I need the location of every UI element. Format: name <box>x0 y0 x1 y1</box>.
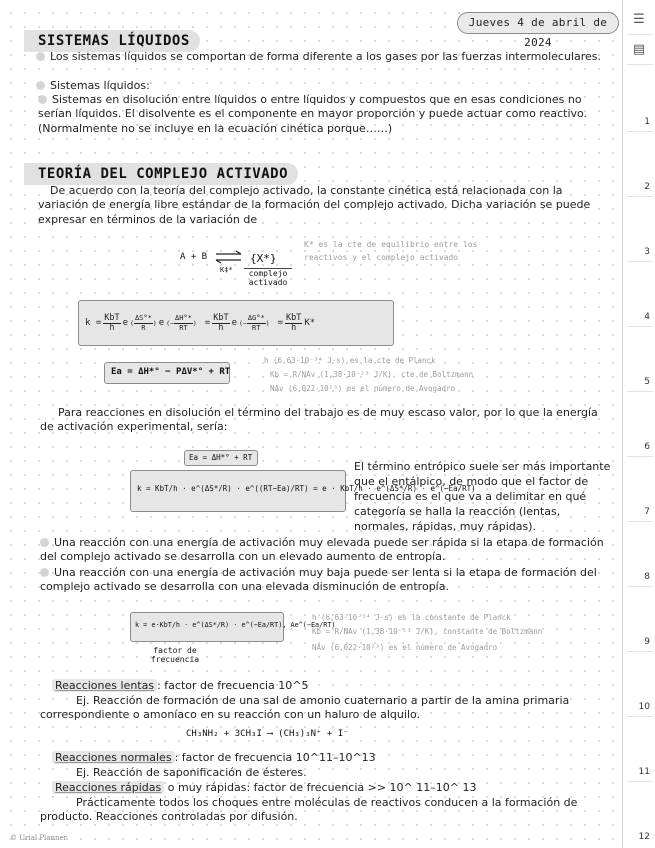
bullet-low-energy: Una reacción con una energía de activación muy baja puede ser lenta si la etapa de formación del complejo activado se desarrolla con una elevada disminución de entropía. <box>40 566 597 594</box>
tab-page-8[interactable]: 8 <box>644 572 650 582</box>
bullet-icon <box>40 568 49 577</box>
page-tab-strip <box>622 0 655 848</box>
tab-page-5[interactable]: 5 <box>644 377 650 387</box>
paragraph-label: Sistemas líquidos: <box>36 79 606 93</box>
frequency-factor-label: factor de frecuencia <box>150 646 200 664</box>
footer-credit: © Urial Planner <box>10 834 67 842</box>
frequency-factor-equation: k = e·KbT/h · e^(ΔS*/R) · e^(−Ea/RT), Ae^(−Ea/RT) <box>130 612 284 642</box>
tab-page-3[interactable]: 3 <box>644 247 650 257</box>
paragraph-solution: Para reacciones en disolución el término del trabajo es de muy escaso valor, por lo que la energía de activación experimental, sería: <box>40 406 598 434</box>
activation-energy-equation: Ea = ΔH*° − PΔV*° + RT <box>104 362 230 384</box>
tab-page-12[interactable]: 12 <box>638 832 650 842</box>
tab-page-1[interactable]: 1 <box>644 117 650 127</box>
category-slow: Reacciones lentas : factor de frecuencia 10^5 <box>52 679 612 693</box>
menu-icon[interactable]: ☰ <box>633 12 645 27</box>
paragraph-intro: Los sistemas líquidos se comportan de forma diferente a los gases por las fuerzas intermoleculares. <box>36 50 606 64</box>
category-fast: Reacciones rápidas o muy rápidas: factor de frecuencia >> 10^ 11–10^ 13 <box>52 781 612 795</box>
equilibrium-note: K* es la cte de equilibrio entre los reactivos y el complejo activado <box>304 240 478 262</box>
example-slow: Ej. Reacción de formación de una sal de amonio cuaternario a partir de la amina primaria correspondiente o amoníaco en su reacción con un haluro de alquilo. <box>40 694 570 722</box>
tab-page-7[interactable]: 7 <box>644 507 650 517</box>
quaternization-reaction: CH₃NH₂ + 3CH₃I ⟶ (CH₃)₃N⁺ + I⁻ <box>186 729 349 739</box>
equilibrium-arrow-icon <box>214 250 244 264</box>
bullet-icon <box>40 538 49 547</box>
tab-page-2[interactable]: 2 <box>644 182 650 192</box>
rate-constant-equation: k = $\frac{\text{KbT}}{h}$ e ( $\frac{\Delta S^\circ*}{R}$ ) e (− $\frac{\Delta H^\circ*}{RT}$ ) = $\frac{\text{KbT}}{h}$ e (− $\frac{\Delta G^\circ*}{RT}$ ) = $\frac{\text{KbT}}{h}$ K* <box>78 300 394 346</box>
example-normal: Ej. Reacción de saponificación de ésteres. <box>76 766 307 779</box>
date-label: Jueves 4 de abril de 2024 <box>457 12 619 34</box>
equilibrium-reaction: A + B {X*} K‡* complejo activado <box>180 248 300 288</box>
bullet-icon <box>36 81 45 90</box>
tab-page-10[interactable]: 10 <box>638 702 650 712</box>
section-title-complejo-activado: TEORÍA DEL COMPLEJO ACTIVADO <box>24 163 298 185</box>
tab-page-6[interactable]: 6 <box>644 442 650 452</box>
rate-constant-solution-equation: k = KbT/h · e^(ΔS*/R) · e^((RT−Ea)/RT) = e · KbT/h · e^(ΔS*/R) · e^(−Ea/RT) <box>130 470 346 512</box>
paragraph-entropy-term: El término entrópico suele ser más importante que el entálpico, de modo que el factor de frecuencia es el que va a delimitar en qué categoría se halla la reacción (lentas, normales, rápidas, muy rápidas). <box>354 460 611 533</box>
tab-page-9[interactable]: 9 <box>644 637 650 647</box>
category-normal: Reacciones normales : factor de frecuencia 10^11–10^13 <box>52 751 612 765</box>
tab-page-4[interactable]: 4 <box>644 312 650 322</box>
bullet-icon <box>38 95 47 104</box>
note-page: Jueves 4 de abril de 2024 SISTEMAS LÍQUIDOS Los sistemas líquidos se comportan de forma diferente a los gases por las fuerzas intermoleculares. Sistemas líquidos: Sistemas en disolución entre líquidos o entre líquidos y compuestos que en esas condiciones no serían líquidos. El disolvente es el componente en mayor proporción y puede actuar como reactivo. (Normalmente no se incluye en la ecuación cinética porque……) TEORÍA DEL COMPLEJO ACTIVADO De acuerdo con la teoría del complejo activado, la constante cinética está relacionada con la variación de energía libre estándar de la formación del complejo activado. Dicha variación se puede expresar en términos de la variación de A + B {X*} K‡* complejo activado K* es la cte de equilibrio entre los reactivos y el complejo activado k = $\frac{\text{KbT}}{h}$ e ( $\frac{\Delta S^\circ*}{R}$ ) e (− $\frac{\Delta H^\circ*}{RT}$ ) = $\frac{\text{KbT}}{h}$ e (− $\frac{\Delta G^\circ*}{RT}$ ) = $\frac{\text{KbT}}{h}$ K* Ea = ΔH*° − PΔV*° + RT h (6,63·10⁻³⁴ J·s) es la cte de Planck Kb = R/NAv (1,38·10⁻²³ J/K), cte de Boltzmann NAv (6,022·10²³) es el número de Avogadro Para reacciones en disolución el término del trabajo es de muy escaso valor, por lo que la energía de activación experimental, sería: Ea = ΔH*° + RT k = KbT/h · e^(ΔS*/R) · e^((RT−Ea)/RT) = e · KbT/h · e^(ΔS*/R) · e^(−Ea/RT) El término entrópico suele ser más importante que el entálpico, de modo que el factor de frecuencia es el que va a delimitar en qué categoría se halla la reacción (lentas, normales, rápidas, muy rápidas). Una reacción con una energía de activación muy elevada puede ser rápida si la etapa de formación del complejo activado se desarrolla con un elevado aumento de entropía. Una reacción con una energía de activación muy baja puede ser lenta si la etapa de formación del complejo activado se desarrolla con una elevada disminución de entropía. k = e·KbT/h · e^(ΔS*/R) · e^(−Ea/RT), Ae^(−Ea/RT) factor de frecuencia h (6,63·10⁻³⁴ J·s) es la constante de Planck Kb = R/NAv (1,38·10⁻²³ J/K), constante de Boltzmann NAv (6,022·10²³) es el número de Avogadro Reacciones lentas : factor de frecuencia 10^5 Ej. Reacción de formación de una sal de amonio cuaternario a partir de la amina primaria correspondiente o amoníaco en su reacción con un haluro de alquilo. CH₃NH₂ + 3CH₃I ⟶ (CH₃)₃N⁺ + I⁻ Reacciones normales : factor de frecuencia 10^11–10^13 Ej. Reacción de saponificación de ésteres. Reacciones rápidas o muy rápidas: factor de frecuencia >> 10^ 11–10^ 13 Prácticamente todos los choques entre moléculas de reactivos conducen a la formación de producto. Reacciones controladas por difusión. © Urial Planner <box>0 0 622 848</box>
section-title-sistemas-liquidos: SISTEMAS LÍQUIDOS <box>24 30 200 52</box>
bullet-high-energy: Una reacción con una energía de activación muy elevada puede ser rápida si la etapa de formación del complejo activado se desarrolla con un elevado aumento de entropía. <box>40 536 604 564</box>
k-symbol: k = <box>85 318 102 328</box>
paragraph-theory: De acuerdo con la teoría del complejo activado, la constante cinética está relacionada con la variación de energía libre estándar de la formación del complejo activado. Dicha variación se puede expresar en términos de la variación de <box>38 184 591 226</box>
activation-energy-solution-equation: Ea = ΔH*° + RT <box>184 450 258 466</box>
tab-page-11[interactable]: 11 <box>638 767 650 777</box>
example-fast: Prácticamente todos los choques entre moléculas de reactivos conducen a la formación de producto. Reacciones controladas por difusión. <box>40 796 578 824</box>
notes-icon[interactable]: ▤ <box>632 42 646 57</box>
fraction-kbt-h: $\frac{\text{KbT}}{h}$ <box>104 312 120 333</box>
bullet-icon <box>36 52 45 61</box>
paragraph-definition: Sistemas en disolución entre líquidos o entre líquidos y compuestos que en esas condiciones no serían líquidos. El disolvente es el componente en mayor proporción y puede actuar como reactivo. (Normalmente no se incluye en la ecuación cinética porque……) <box>38 93 588 135</box>
